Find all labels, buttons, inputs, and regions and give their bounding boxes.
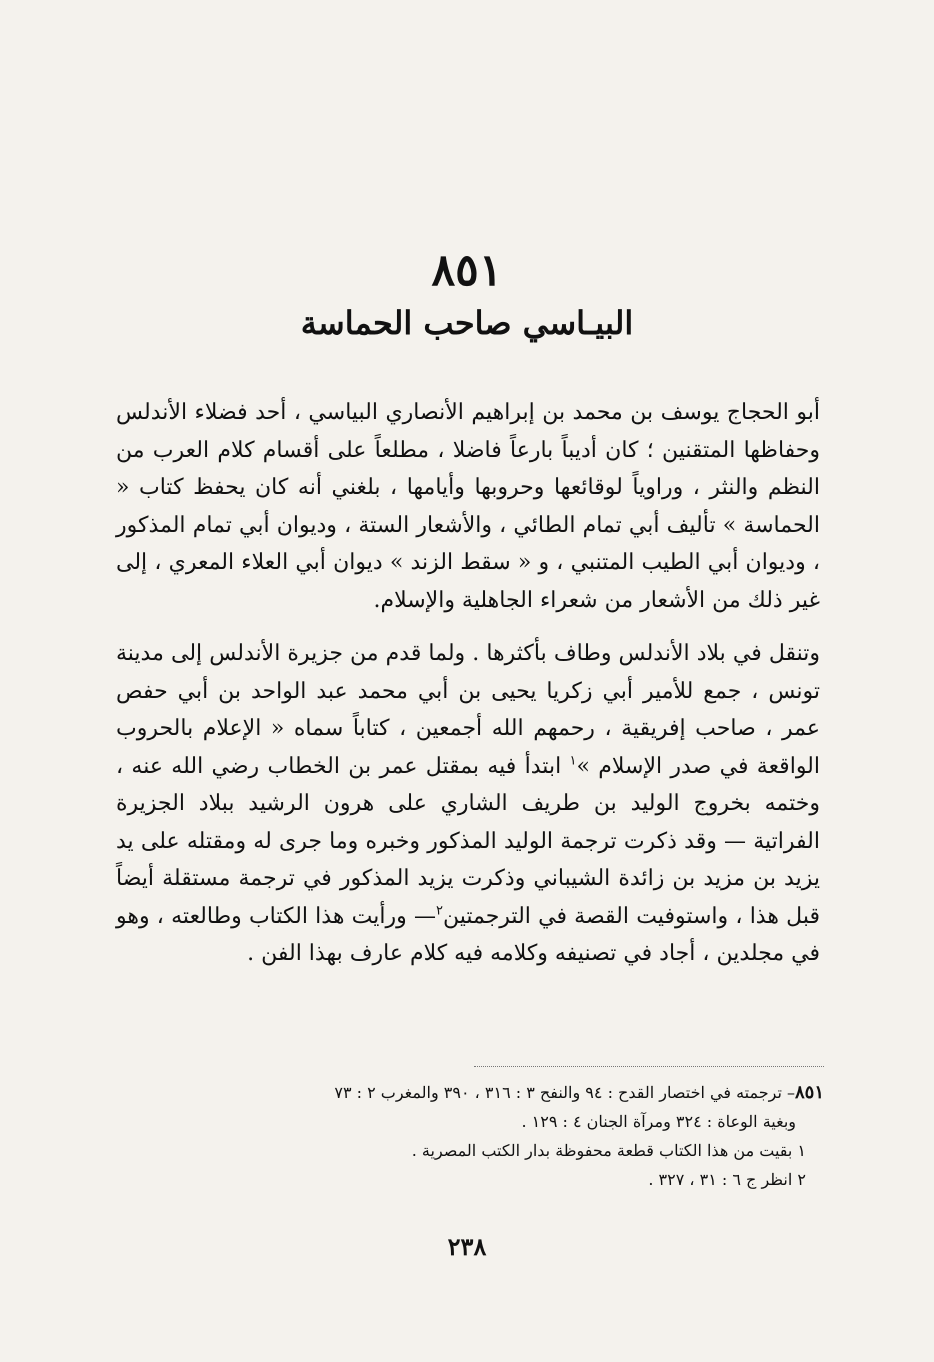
paragraph-1: أبو الحجاج يوسف بن محمد بن إبراهيم الأنصاري البياسي ، أحد فضلاء الأندلس وحفاظها المتقنين ؛ كان أديباً بارعاً فاضلا ، مطلعاً على أقسام كلام العرب من النظم والنثر ، وراوياً لوقائعها وحروبها وأيامها ، بلغني أنه كان يحفظ كتاب « الحماسة » تأليف أبي تمام الطائي ، والأشعار الستة ، وديوان أبي تمام المذكور ، وديوان أبي الطيب المتنبي ، و « سقط الزند » ديوان أبي العلاء المعري ، إلى غير ذلك من الأشعار من شعراء الجاهلية والإسلام.: [116, 400, 820, 613]
entry-title: البيـاسي صاحب الحماسة: [300, 304, 634, 342]
footnote-1: ١ بقيت من هذا الكتاب قطعة محفوظة بدار الكتب المصرية .: [411, 1141, 806, 1160]
footnote-ref-2: ٢: [435, 903, 443, 919]
paragraph-2-part-c: — ورأيت هذا الكتاب وطالعته ، وهو في مجلدين ، أجاد في تصنيفه وكلامه فيه كلام عارف بهذا الفن .: [116, 903, 820, 966]
footnote-main-continuation: وبغية الوعاة : ٣٢٤ ومرآة الجنان ٤ : ١٢٩ .: [521, 1112, 796, 1131]
footnotes: [112, 1078, 824, 1194]
footnote-main-text: – ترجمته في اختصار القدح : ٩٤ والنفح ٣ : ٣١٦ ، ٣٩٠ والمغرب ٢ : ٧٣: [334, 1083, 795, 1102]
paragraph-2: [116, 635, 820, 973]
footnote-2: ٢ انظر ج ٦ : ٣١ ، ٣٢٧ .: [648, 1170, 806, 1189]
footnote-main: [112, 1078, 824, 1107]
body-text: [116, 394, 820, 973]
paragraph-2-part-b: ابتدأ فيه بمقتل عمر بن الخطاب رضي الله عنه ، وختمه بخروج الوليد بن طريف الشاري على هرون الرشيد ببلاد الجزيرة الفراتية — وقد ذكرت ترجمة الوليد المذكور وخبره وما جرى له ومقتله على يد يزيد بن مزيد بن زائدة الشيباني وذكرت يزيد المذكور في ترجمة مستقلة أيضاً قبل هذا ، واستوفيت القصة في الترجمتين: [116, 753, 820, 929]
page-number: ٢٣٨: [447, 1232, 487, 1261]
paragraph-2-part-a: وتنقل في بلاد الأندلس وطاف بأكثرها . ولما قدم من جزيرة الأندلس إلى مدينة تونس ، جمع للأمير أبي زكريا يحيى بن أبي محمد عبد الواحد بن أبي حفص عمر ، صاحب إفريقية ، رحمهم الله أجمعين ، كتاباً سماه « الإعلام بالحروب الواقعة في صدر الإسلام »: [116, 641, 820, 779]
footnote-divider: [474, 1066, 824, 1067]
footnote-main-number: ٨٥١: [794, 1082, 824, 1103]
entry-number: ٨٥١: [431, 245, 503, 296]
footnote-ref-1: ١: [569, 753, 577, 769]
